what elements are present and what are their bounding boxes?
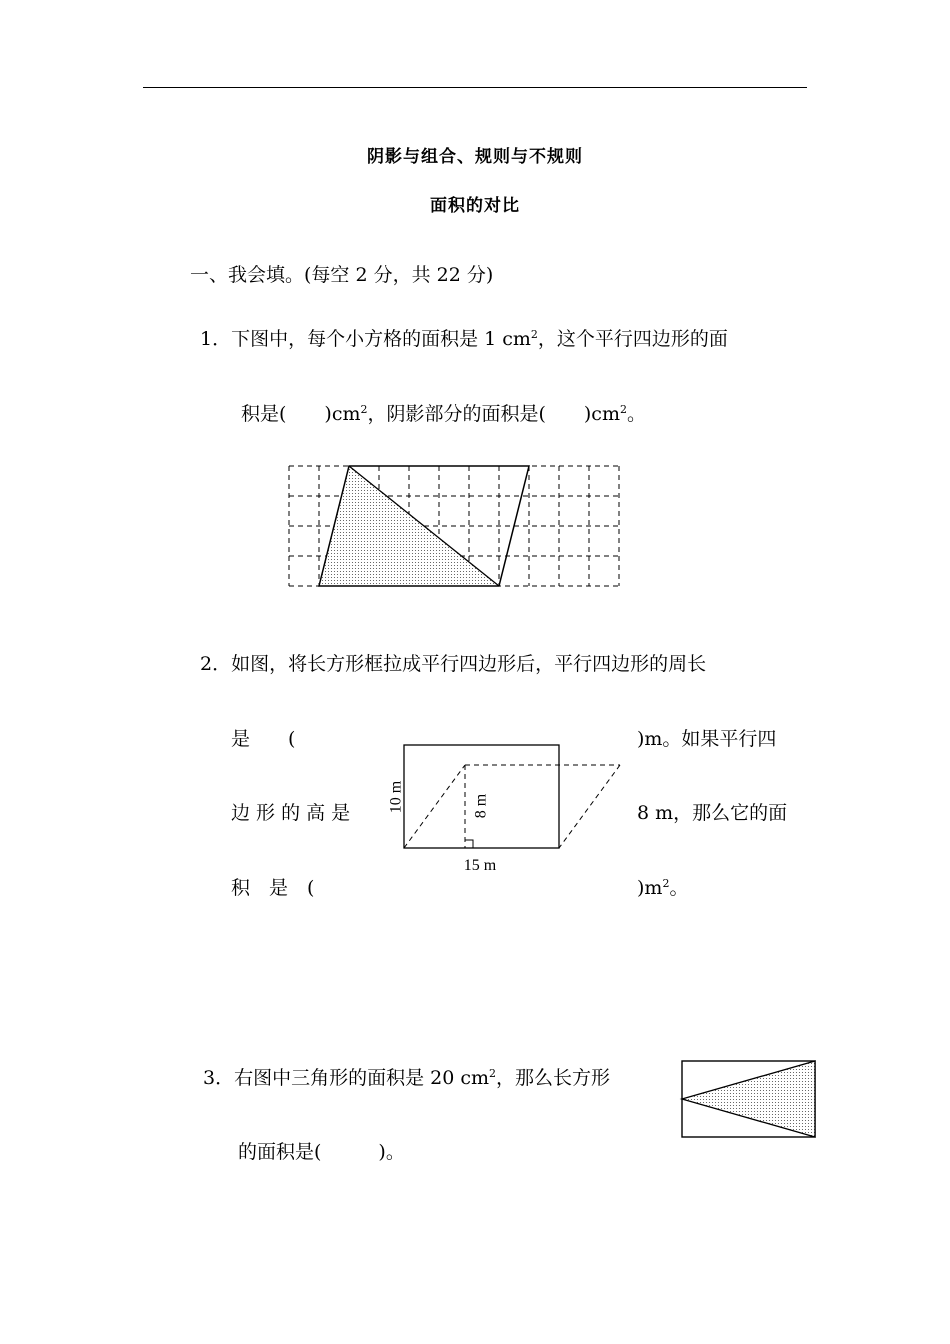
q2-text-4a: )m xyxy=(637,877,663,899)
q1-text-c: 积是( )cm xyxy=(241,403,361,425)
q1-sup-2: 2 xyxy=(360,403,368,416)
title-line-2: 面积的对比 xyxy=(430,196,520,216)
q1-grid-figure xyxy=(280,455,630,595)
title-line-1: 阴影与组合、规则与不规则 xyxy=(367,147,583,167)
q2-line-4-left: 积 是 ( xyxy=(231,877,315,899)
q1-text-d: ，阴影部分的面积是( )cm xyxy=(367,403,620,425)
q1-sup-3: 2 xyxy=(619,403,627,416)
q2-sup: 2 xyxy=(662,877,670,890)
q1-line-1 xyxy=(200,327,728,351)
q2-line-2-left: 是 ( xyxy=(231,728,296,750)
q2-figure xyxy=(370,735,630,880)
parallelogram-dashed xyxy=(404,765,620,848)
q3-text-b: ，那么长方形 xyxy=(496,1067,611,1089)
q1-text-b: ，这个平行四边形的面 xyxy=(537,328,728,350)
q3-number: 3． xyxy=(203,1067,235,1089)
inner-triangle xyxy=(682,1061,815,1137)
q2-line-3-right: 8 m，那么它的面 xyxy=(637,802,788,824)
q1-sup-1: 2 xyxy=(530,328,538,341)
q3-text-a: 右图中三角形的面积是 20 cm xyxy=(234,1067,490,1089)
q2-text-4b: 。 xyxy=(669,877,689,899)
q2-number: 2． xyxy=(200,653,232,675)
q1-line-2 xyxy=(241,402,646,426)
q1-number: 1． xyxy=(200,328,232,350)
q2-line-2-right: )m。如果平行四 xyxy=(637,728,777,750)
top-rule xyxy=(143,87,807,88)
q1-text-e: 。 xyxy=(626,403,646,425)
q2-line-1 xyxy=(200,652,706,676)
q3-sup: 2 xyxy=(489,1067,497,1080)
right-angle-mark xyxy=(465,840,473,848)
section-heading: 一、我会填。(每空 2 分，共 22 分) xyxy=(190,264,494,286)
q3-line-1 xyxy=(203,1066,610,1090)
label-height: 8 m xyxy=(472,793,490,819)
q2-line-3-left: 边 形 的 高 是 xyxy=(231,802,351,824)
q2-line-4-right xyxy=(637,876,688,900)
label-side: 10 m xyxy=(387,780,405,814)
q3-line-2: 的面积是( )。 xyxy=(238,1141,405,1163)
q1-text-a: 下图中，每个小方格的面积是 1 cm xyxy=(231,328,531,350)
q2-text-1: 如图，将长方形框拉成平行四边形后，平行四边形的周长 xyxy=(231,653,707,675)
q3-figure xyxy=(676,1055,822,1145)
label-bottom: 15 m xyxy=(463,857,497,874)
